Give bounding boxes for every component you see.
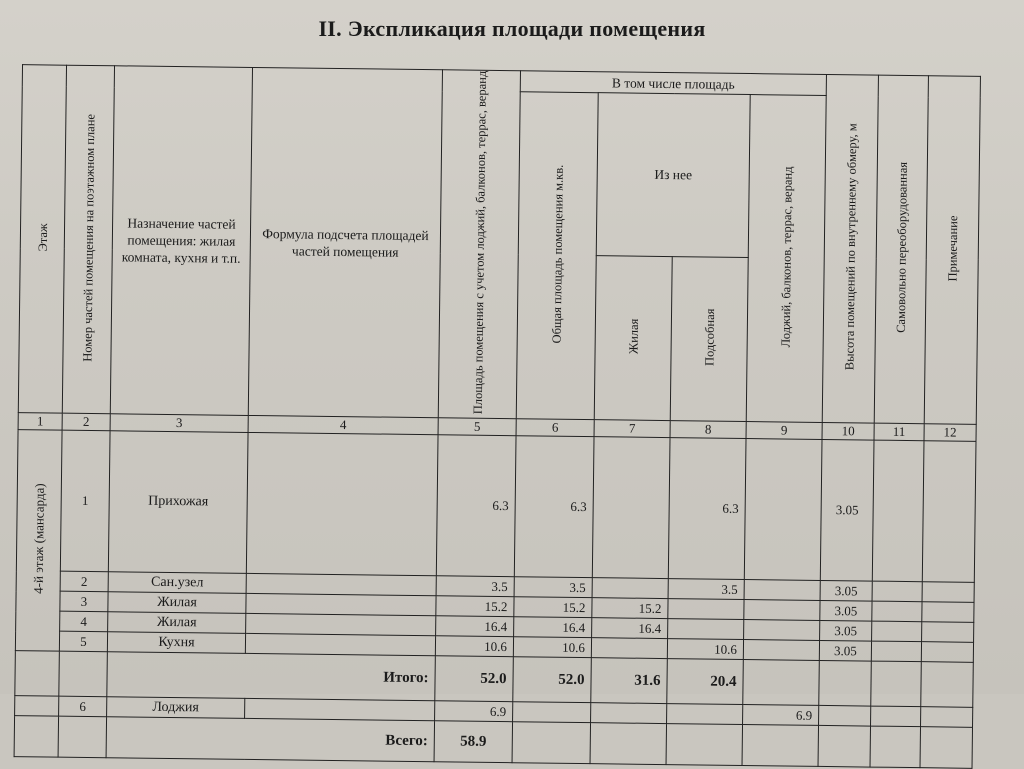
row-self-rebuilt bbox=[872, 602, 922, 623]
row-loggia bbox=[744, 439, 822, 581]
row-height: 3.05 bbox=[820, 440, 874, 582]
row-area: 15.2 bbox=[436, 596, 514, 617]
row-note bbox=[921, 642, 973, 663]
header-living: Жилая bbox=[594, 255, 672, 421]
col-num-4: 4 bbox=[248, 416, 438, 435]
col-num-9: 9 bbox=[746, 422, 822, 440]
row-general: 3.5 bbox=[514, 577, 592, 598]
row-num: 1 bbox=[60, 431, 110, 573]
row-name: Лоджия bbox=[107, 697, 245, 719]
header-floor: Этаж bbox=[18, 65, 66, 414]
row-living bbox=[592, 578, 668, 599]
col-num-5: 5 bbox=[438, 418, 516, 436]
row-formula bbox=[246, 574, 436, 596]
header-of-which: Из нее bbox=[596, 93, 750, 257]
row-loggia bbox=[744, 620, 820, 641]
row-formula bbox=[246, 614, 436, 636]
row-num: 4 bbox=[60, 612, 108, 633]
row-loggia bbox=[744, 600, 820, 621]
row-general: 6.3 bbox=[514, 436, 594, 578]
row-self-rebuilt bbox=[872, 441, 924, 583]
header-area-total: Площадь помещения с учетом лоджий, балконов, террас, веранд bbox=[438, 70, 520, 419]
row-name: Прихожая bbox=[108, 431, 248, 574]
floor-label-cell: 4-й этаж (мансарда) bbox=[15, 430, 62, 652]
row-height: 3.05 bbox=[820, 621, 872, 642]
row-self-rebuilt bbox=[872, 622, 922, 643]
row-general: 16.4 bbox=[514, 617, 592, 638]
row-num: 6 bbox=[59, 697, 107, 718]
col-num-12: 12 bbox=[924, 424, 976, 442]
header-row-1 bbox=[22, 65, 980, 98]
page-title: II. Экспликация площади помещения bbox=[318, 16, 706, 41]
row-num: 2 bbox=[60, 572, 108, 593]
row-note bbox=[922, 622, 974, 643]
header-formula: Формула подсчета площадей частей помещения bbox=[248, 67, 442, 418]
row-area: 6.9 bbox=[435, 701, 513, 722]
row-name: Кухня bbox=[107, 632, 245, 654]
header-purpose: Назначение частей помещения: жилая комната, кухня и т.п. bbox=[110, 66, 252, 416]
row-area: 3.5 bbox=[436, 576, 514, 597]
header-part-number: Номер частей помещения на поэтажном плане bbox=[62, 65, 114, 414]
row-loggia: 6.9 bbox=[743, 705, 819, 726]
row-aux: 6.3 bbox=[668, 438, 746, 580]
row-formula bbox=[246, 433, 438, 576]
row-aux: 3.5 bbox=[668, 579, 744, 600]
row-name: Сан.узел bbox=[108, 572, 246, 594]
subtotal-living: 31.6 bbox=[591, 658, 668, 704]
col-num-2: 2 bbox=[62, 414, 110, 432]
row-num: 3 bbox=[60, 592, 108, 613]
col-num-1: 1 bbox=[18, 413, 62, 431]
row-aux: 10.6 bbox=[667, 639, 743, 660]
row-note bbox=[922, 602, 974, 623]
row-general: 10.6 bbox=[513, 637, 591, 658]
header-general-area: Общая площадь помещения м.кв. bbox=[516, 92, 598, 420]
row-note bbox=[922, 582, 974, 603]
explication-table-wrapper bbox=[15, 64, 980, 750]
total-area: 58.9 bbox=[434, 721, 512, 763]
row-aux bbox=[668, 619, 744, 640]
col-num-10: 10 bbox=[822, 423, 874, 441]
row-area: 10.6 bbox=[435, 636, 513, 657]
row-name: Жилая bbox=[108, 592, 246, 614]
row-living bbox=[592, 437, 670, 579]
row-height: 3.05 bbox=[819, 641, 871, 662]
row-formula bbox=[245, 634, 435, 656]
subtotal-general: 52.0 bbox=[513, 657, 592, 703]
subtotal-aux: 20.4 bbox=[667, 659, 744, 705]
table-row bbox=[16, 430, 976, 583]
row-general: 15.2 bbox=[514, 597, 592, 618]
header-auxiliary: Подсобная bbox=[670, 256, 748, 422]
subtotal-label: Итого: bbox=[107, 652, 436, 701]
header-loggias: Лоджий, балконов, террас, веранд bbox=[746, 95, 826, 423]
row-num: 5 bbox=[59, 632, 107, 653]
row-living: 16.4 bbox=[592, 618, 668, 639]
row-area: 6.3 bbox=[436, 435, 516, 577]
col-num-8: 8 bbox=[670, 421, 746, 439]
row-living bbox=[591, 638, 667, 659]
explication-table bbox=[14, 64, 981, 769]
total-label: Всего: bbox=[106, 717, 434, 762]
row-loggia bbox=[744, 580, 820, 601]
subtotal-area: 52.0 bbox=[435, 656, 514, 702]
row-area: 16.4 bbox=[436, 616, 514, 637]
row-loggia bbox=[743, 640, 819, 661]
row-name: Жилая bbox=[108, 612, 246, 634]
header-self-rebuilt: Самовольно переоборудованная bbox=[874, 75, 928, 424]
row-formula bbox=[246, 594, 436, 616]
row-living: 15.2 bbox=[592, 598, 668, 619]
row-height: 3.05 bbox=[820, 581, 872, 602]
header-height: Высота помещений по внутреннему обмеру, м bbox=[822, 74, 878, 423]
row-note bbox=[922, 441, 976, 583]
col-num-6: 6 bbox=[516, 419, 594, 437]
row-self-rebuilt bbox=[872, 582, 922, 603]
row-self-rebuilt bbox=[871, 642, 921, 663]
row-height: 3.05 bbox=[820, 601, 872, 622]
row-aux bbox=[668, 599, 744, 620]
header-note: Примечание bbox=[924, 76, 980, 425]
col-num-11: 11 bbox=[874, 424, 924, 442]
col-num-3: 3 bbox=[110, 414, 248, 433]
header-including: В том числе площадь bbox=[520, 71, 826, 96]
col-num-7: 7 bbox=[594, 420, 670, 438]
